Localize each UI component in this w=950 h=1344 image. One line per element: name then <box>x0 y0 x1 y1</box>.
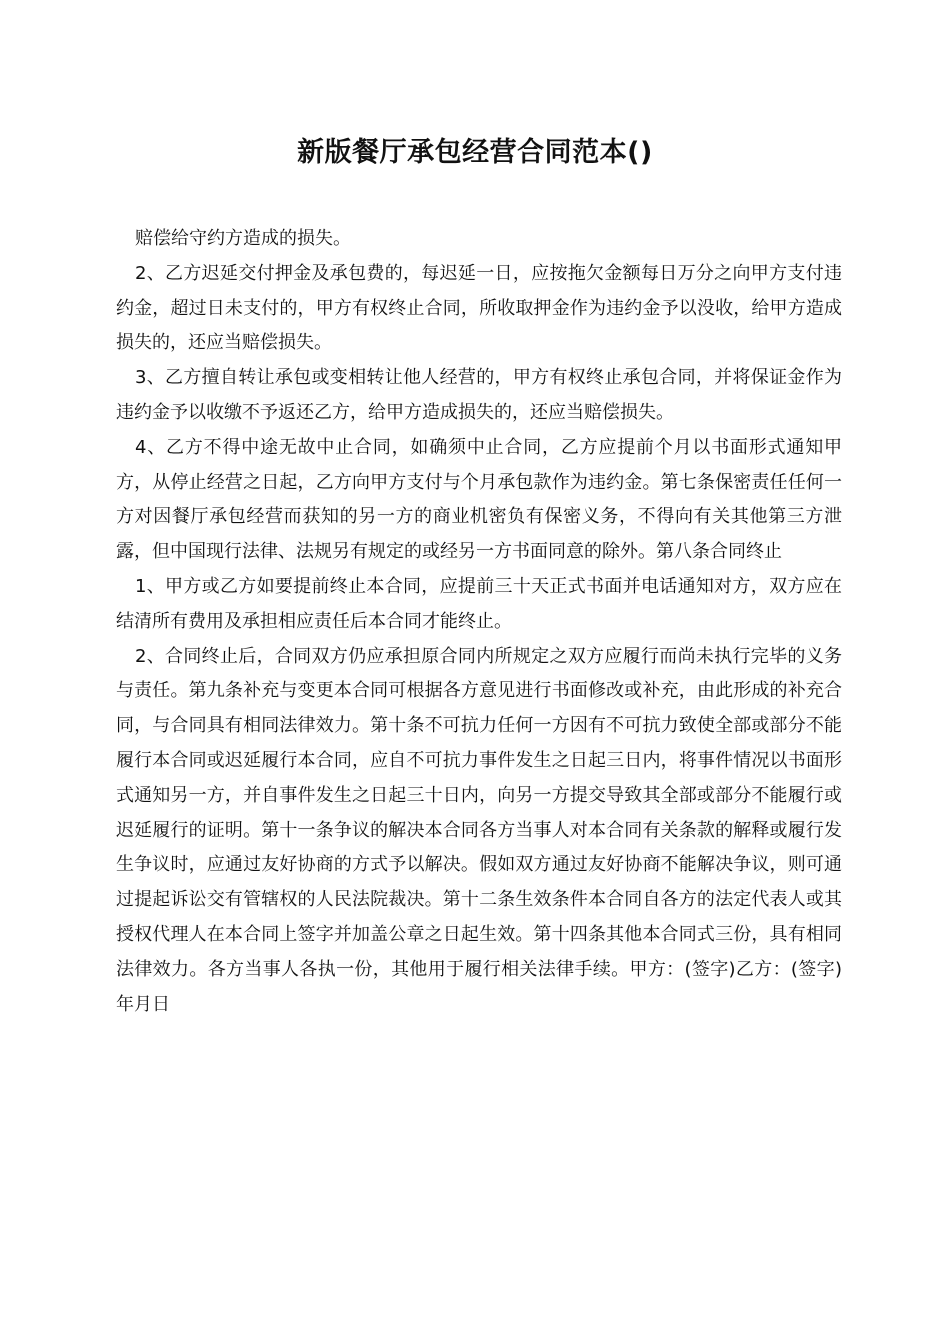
paragraph-5: 1、甲方或乙方如要提前终止本合同，应提前三十天正式书面并电话通知对方，双方应在结清所有费用及承担相应责任后本合同才能终止。 <box>116 575 842 632</box>
document-body <box>116 222 842 1022</box>
paragraph-2: 2、乙方迟延交付押金及承包费的，每迟延一日，应按拖欠金额每日万分之向甲方支付违约金，超过日未支付的，甲方有权终止合同，所收取押金作为违约金予以没收，给甲方造成损失的，还应当赔偿损失。 <box>116 262 842 354</box>
paragraph-1: 赔偿给守约方造成的损失。 <box>135 228 351 249</box>
paragraph-4: 4、乙方不得中途无故中止合同，如确须中止合同，乙方应提前个月以书面形式通知甲方，从停止经营之日起，乙方向甲方支付与个月承包款作为违约金。第七条保密责任任何一方对因餐厅承包经营而获知的另一方的商业机密负有保密义务，不得向有关其他第三方泄露，但中国现行法律、法规另有规定的或经另一方书面同意的除外。第八条合同终止 <box>116 436 842 563</box>
paragraph-3: 3、乙方擅自转让承包或变相转让他人经营的，甲方有权终止承包合同，并将保证金作为违约金予以收缴不予返还乙方，给甲方造成损失的，还应当赔偿损失。 <box>116 367 842 423</box>
paragraph-6: 2、合同终止后，合同双方仍应承担原合同内所规定之双方应履行而尚未执行完毕的义务与责任。第九条补充与变更本合同可根据各方意见进行书面修改或补充，由此形成的补充合同，与合同具有相同法律效力。第十条不可抗力任何一方因有不可抗力致使全部或部分不能履行本合同或迟延履行本合同，应自不可抗力事件发生之日起三日内，将事件情况以书面形式通知另一方，并自事件发生之日起三十日内，向另一方提交导致其全部或部分不能履行或迟延履行的证明。第十一条争议的解决本合同各方当事人对本合同有关条款的解释或履行发生争议时，应通过友好协商的方式予以解决。假如双方通过友好协商不能解决争议，则可通过提起诉讼交有管辖权的人民法院裁决。第十二条生效条件本合同自各方的法定代表人或其授权代理人在本合同上签字并加盖公章之日起生效。第十四条其他本合同式三份，具有相同法律效力。各方当事人各执一份，其他用于履行相关法律手续。甲方：(签字)乙方：(签字)年月日 <box>116 645 842 1015</box>
document-title: 新版餐厅承包经营合同范本() <box>297 137 653 168</box>
